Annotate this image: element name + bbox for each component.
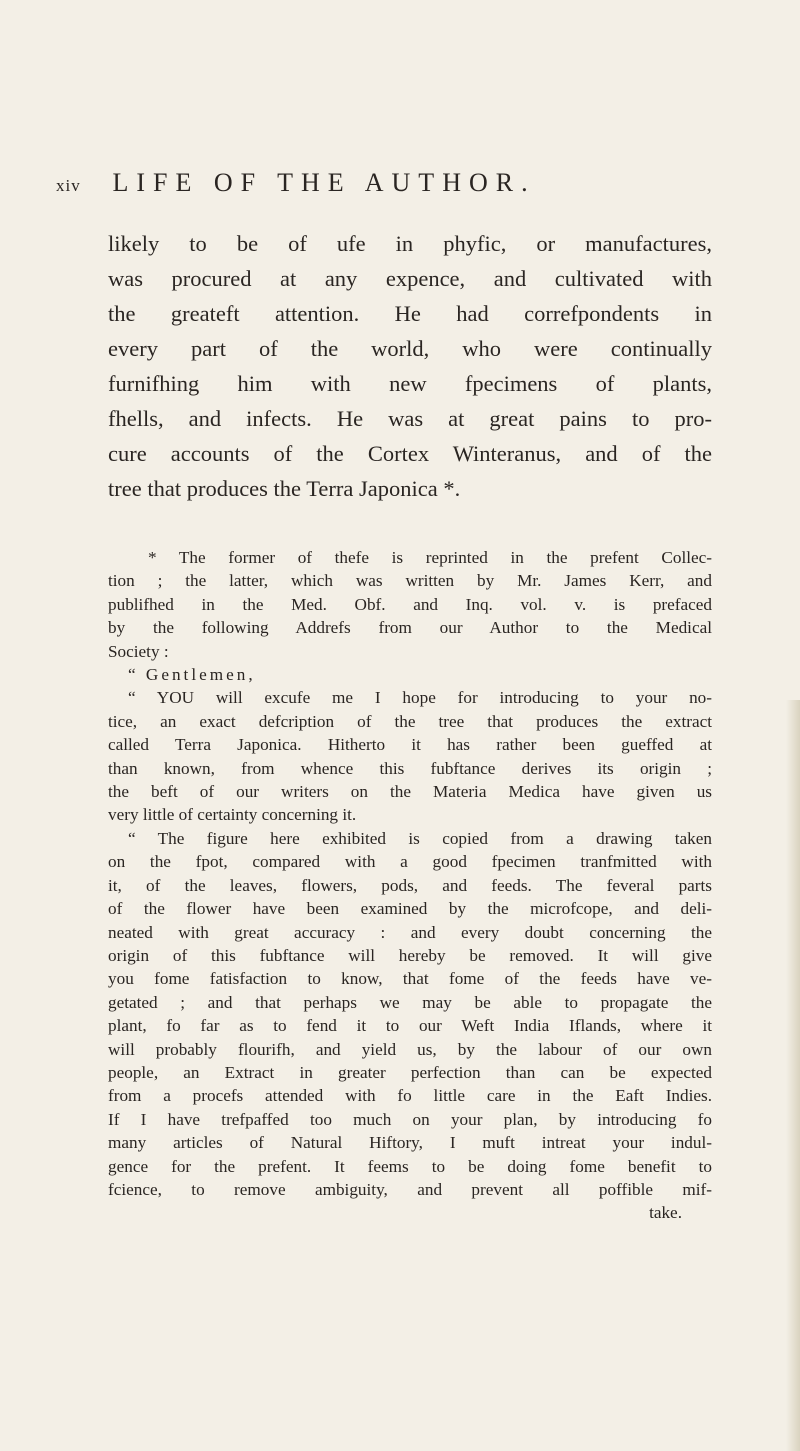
footnote-line: neated with great accuracy : and every doubt concerning the — [108, 922, 712, 942]
main-text — [108, 226, 712, 506]
footnote-line: on the fpot, compared with a good fpecimen tranfmitted with — [108, 852, 712, 872]
footnote-line: tion ; the latter, which was written by Mr. James Kerr, and — [108, 571, 712, 591]
text-line: tree that produces the Terra Japonica *. — [108, 476, 461, 501]
footnote-line: very little of certainty concerning it. — [108, 805, 357, 825]
text-line: every part of the world, who were continually — [108, 336, 712, 361]
running-title: LIFE OF THE AUTHOR. — [112, 168, 536, 197]
footnote-line: tice, an exact defcription of the tree that produces the extract — [108, 711, 712, 731]
text-line: fhells, and infects. He was at great pains to pro- — [108, 406, 712, 431]
text-line: furnifhing him with new fpecimens of plants, — [108, 371, 712, 396]
footnote-line: gence for the prefent. It feems to be doing fome benefit to — [108, 1156, 712, 1176]
footnote-line: Society : — [108, 641, 169, 661]
footnote — [108, 546, 712, 1225]
footnote-line: If I have trefpaffed too much on your plan, by introducing fo — [108, 1109, 712, 1129]
footnote-line: * The former of thefe is reprinted in the prefent Collec- — [148, 548, 712, 567]
text-line: cure accounts of the Cortex Winteranus, and of the — [108, 441, 712, 466]
footnote-line: “ The figure here exhibited is copied from a drawing taken — [128, 828, 712, 848]
text-line: was procured at any expence, and cultivated with — [108, 266, 712, 291]
footnote-line: many articles of Natural Hiftory, I muft intreat your indul- — [108, 1133, 712, 1153]
footnote-line: you fome fatisfaction to know, that fome of the feeds have ve- — [108, 969, 712, 989]
footnote-line: than known, from whence this fubftance derives its origin ; — [108, 758, 712, 778]
catchword: take. — [649, 1203, 682, 1223]
footnote-line: publifhed in the Med. Obf. and Inq. vol. v. is prefaced — [108, 594, 712, 614]
page-number: xiv — [56, 176, 81, 195]
footnote-line: getated ; and that perhaps we may be able to propagate the — [108, 992, 712, 1012]
footnote-line: from a procefs attended with fo little care in the Eaft Indies. — [108, 1086, 712, 1106]
footnote-line: fcience, to remove ambiguity, and prevent all poffible mif- — [108, 1179, 712, 1199]
footnote-line: plant, fo far as to fend it to our Weft India Iflands, where it — [108, 1016, 712, 1036]
salutation: “ Gentlemen, — [128, 665, 256, 685]
text-line: the greateft attention. He had correfpondents in — [108, 301, 712, 326]
footnote-line: called Terra Japonica. Hitherto it has rather been gueffed at — [108, 735, 712, 755]
page-edge-shadow — [786, 700, 800, 1451]
text-line: likely to be of ufe in phyfic, or manufactures, — [108, 231, 712, 256]
running-header — [56, 168, 696, 198]
footnote-line: it, of the leaves, flowers, pods, and feeds. The feveral parts — [108, 875, 712, 895]
footnote-line: will probably flourifh, and yield us, by the labour of our own — [108, 1039, 712, 1059]
footnote-line: “ YOU will excufe me I hope for introducing to your no- — [128, 688, 712, 708]
footnote-line: the beft of our writers on the Materia Medica have given us — [108, 782, 712, 802]
footnote-line: people, an Extract in greater perfection than can be expected — [108, 1062, 712, 1082]
footnote-line: by the following Addrefs from our Author to the Medical — [108, 618, 712, 638]
footnote-line: of the flower have been examined by the microfcope, and deli- — [108, 899, 712, 919]
footnote-line: origin of this fubftance will hereby be removed. It will give — [108, 945, 712, 965]
